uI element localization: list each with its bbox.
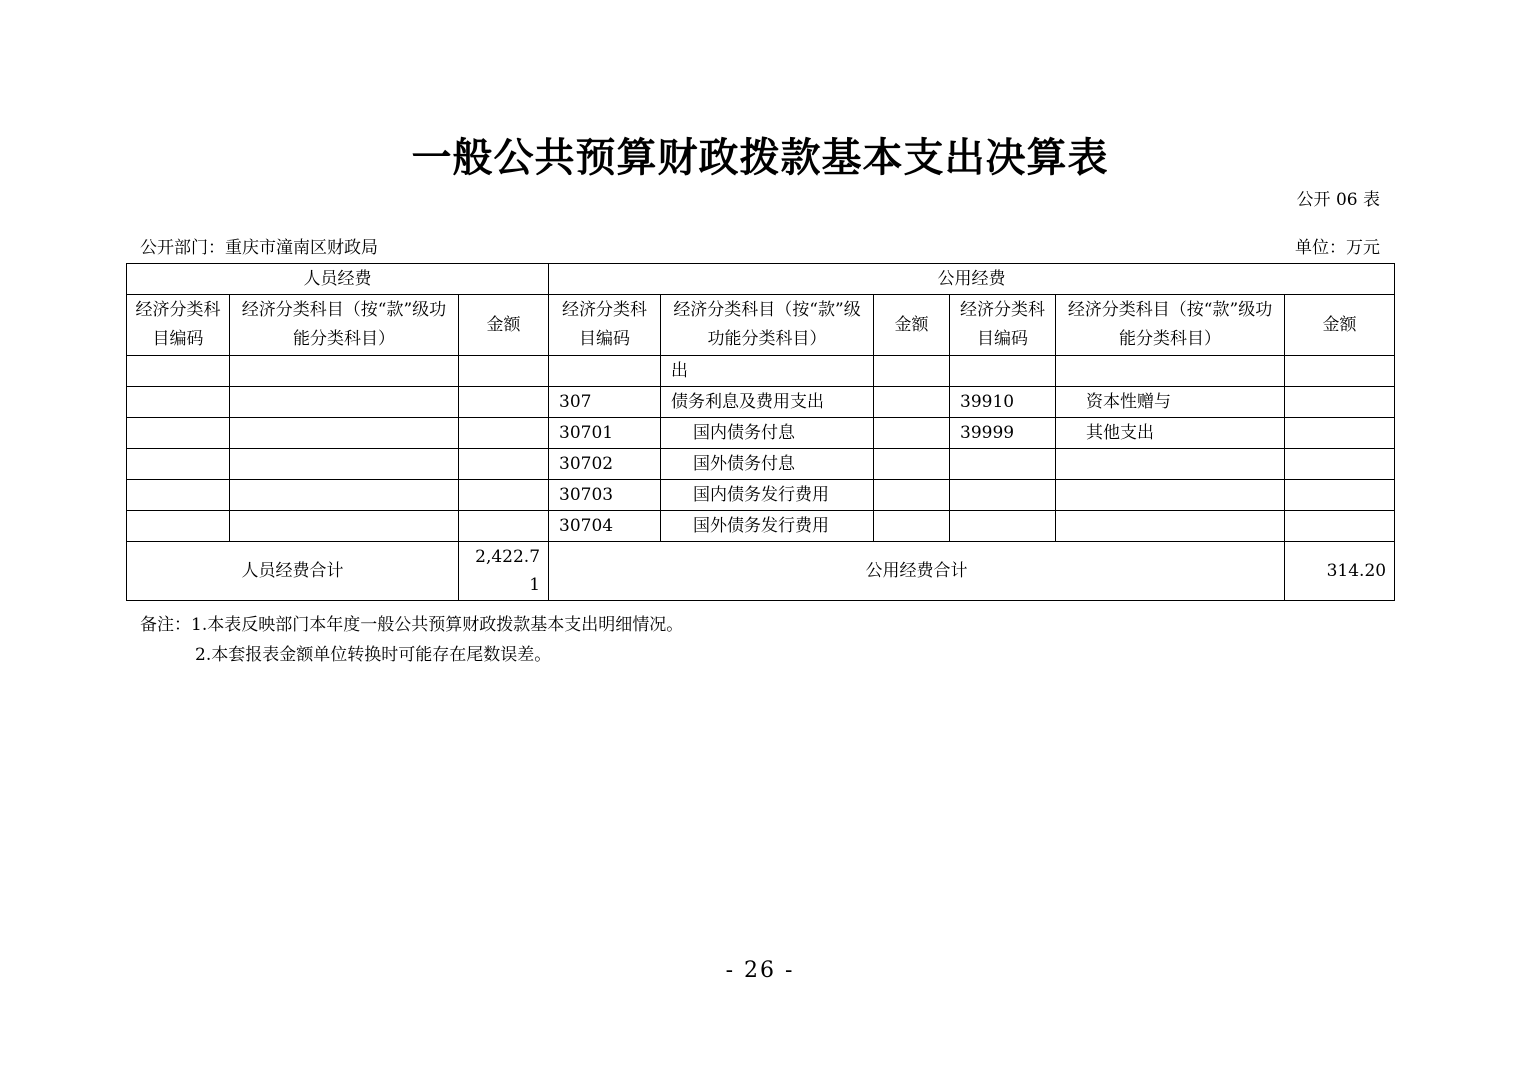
cell-p-name (230, 418, 459, 449)
cell-g1-amount (874, 356, 950, 387)
cell-g1-code (549, 356, 661, 387)
cell-g2-amount (1285, 418, 1395, 449)
cell-p-amount (459, 511, 549, 542)
personnel-total-label: 人员经费合计 (127, 542, 459, 601)
cell-g1-amount (874, 418, 950, 449)
cell-p-amount (459, 387, 549, 418)
cell-g1-amount (874, 480, 950, 511)
cell-g2-name: 资本性赠与 (1056, 387, 1285, 418)
cell-g1-amount (874, 511, 950, 542)
cell-g1-code: 307 (549, 387, 661, 418)
unit-label: 单位：万元 (1295, 238, 1380, 258)
header-row-1 (127, 264, 1395, 295)
header-amount-public-1: 金额 (874, 295, 950, 356)
cell-g1-name: 债务利息及费用支出 (661, 387, 874, 418)
form-number: 公开 06 表 (1296, 190, 1380, 210)
cell-g2-amount (1285, 449, 1395, 480)
cell-p-code (127, 449, 230, 480)
cell-g1-name: 出 (661, 356, 874, 387)
cell-p-code (127, 387, 230, 418)
header-personnel: 人员经费 (127, 264, 549, 295)
table-row (127, 511, 1395, 542)
table-row (127, 449, 1395, 480)
cell-g1-code: 30704 (549, 511, 661, 542)
header-row-2 (127, 295, 1395, 356)
public-total-amount: 314.20 (1285, 542, 1395, 601)
cell-g1-name: 国内债务发行费用 (661, 480, 874, 511)
cell-g2-amount (1285, 511, 1395, 542)
page-title: 一般公共预算财政拨款基本支出决算表 (411, 134, 1109, 181)
cell-p-amount (459, 480, 549, 511)
cell-p-amount (459, 418, 549, 449)
header-public: 公用经费 (549, 264, 1395, 295)
header-code-personnel: 经济分类科目编码 (127, 295, 230, 356)
cell-g2-code (950, 480, 1056, 511)
cell-g2-code (950, 449, 1056, 480)
header-code-public-1: 经济分类科目编码 (549, 295, 661, 356)
cell-p-name (230, 480, 459, 511)
notes (140, 610, 683, 670)
cell-g2-code (950, 356, 1056, 387)
cell-p-code (127, 480, 230, 511)
public-total-label: 公用经费合计 (549, 542, 1285, 601)
cell-p-code (127, 511, 230, 542)
cell-p-amount (459, 449, 549, 480)
cell-g2-name (1056, 449, 1285, 480)
cell-g2-name (1056, 356, 1285, 387)
cell-g1-code: 30702 (549, 449, 661, 480)
cell-g1-code: 30703 (549, 480, 661, 511)
cell-g2-name (1056, 511, 1285, 542)
header-name-public-1: 经济分类科目（按“款”级功能分类科目） (661, 295, 874, 356)
cell-p-code (127, 356, 230, 387)
header-code-public-2: 经济分类科目编码 (950, 295, 1056, 356)
cell-g2-code: 39999 (950, 418, 1056, 449)
table-row (127, 480, 1395, 511)
note-2: 2.本套报表金额单位转换时可能存在尾数误差。 (195, 645, 552, 665)
cell-g2-code: 39910 (950, 387, 1056, 418)
cell-g1-name: 国外债务付息 (661, 449, 874, 480)
cell-p-name (230, 356, 459, 387)
department-label: 公开部门：重庆市潼南区财政局 (140, 238, 378, 258)
cell-g2-amount (1285, 356, 1395, 387)
header-amount-public-2: 金额 (1285, 295, 1395, 356)
expenditure-table (126, 263, 1395, 601)
cell-p-amount (459, 356, 549, 387)
cell-p-name (230, 387, 459, 418)
page-number: - 26 - (725, 958, 795, 983)
header-amount-personnel: 金额 (459, 295, 549, 356)
table-row (127, 387, 1395, 418)
cell-g2-amount (1285, 480, 1395, 511)
header-name-public-2: 经济分类科目（按“款”级功能分类科目） (1056, 295, 1285, 356)
cell-g2-name (1056, 480, 1285, 511)
cell-g1-amount (874, 387, 950, 418)
header-name-personnel: 经济分类科目（按“款”级功能分类科目） (230, 295, 459, 356)
personnel-total-amount: 2,422.71 (459, 542, 549, 601)
cell-g2-amount (1285, 387, 1395, 418)
cell-g1-name: 国外债务发行费用 (661, 511, 874, 542)
cell-g2-name: 其他支出 (1056, 418, 1285, 449)
table-row (127, 418, 1395, 449)
cell-p-name (230, 449, 459, 480)
table-row (127, 356, 1395, 387)
cell-p-name (230, 511, 459, 542)
cell-g1-amount (874, 449, 950, 480)
cell-p-code (127, 418, 230, 449)
note-1: 备注：1.本表反映部门本年度一般公共预算财政拨款基本支出明细情况。 (140, 615, 684, 635)
cell-g1-name: 国内债务付息 (661, 418, 874, 449)
total-row (127, 542, 1395, 601)
cell-g2-code (950, 511, 1056, 542)
cell-g1-code: 30701 (549, 418, 661, 449)
